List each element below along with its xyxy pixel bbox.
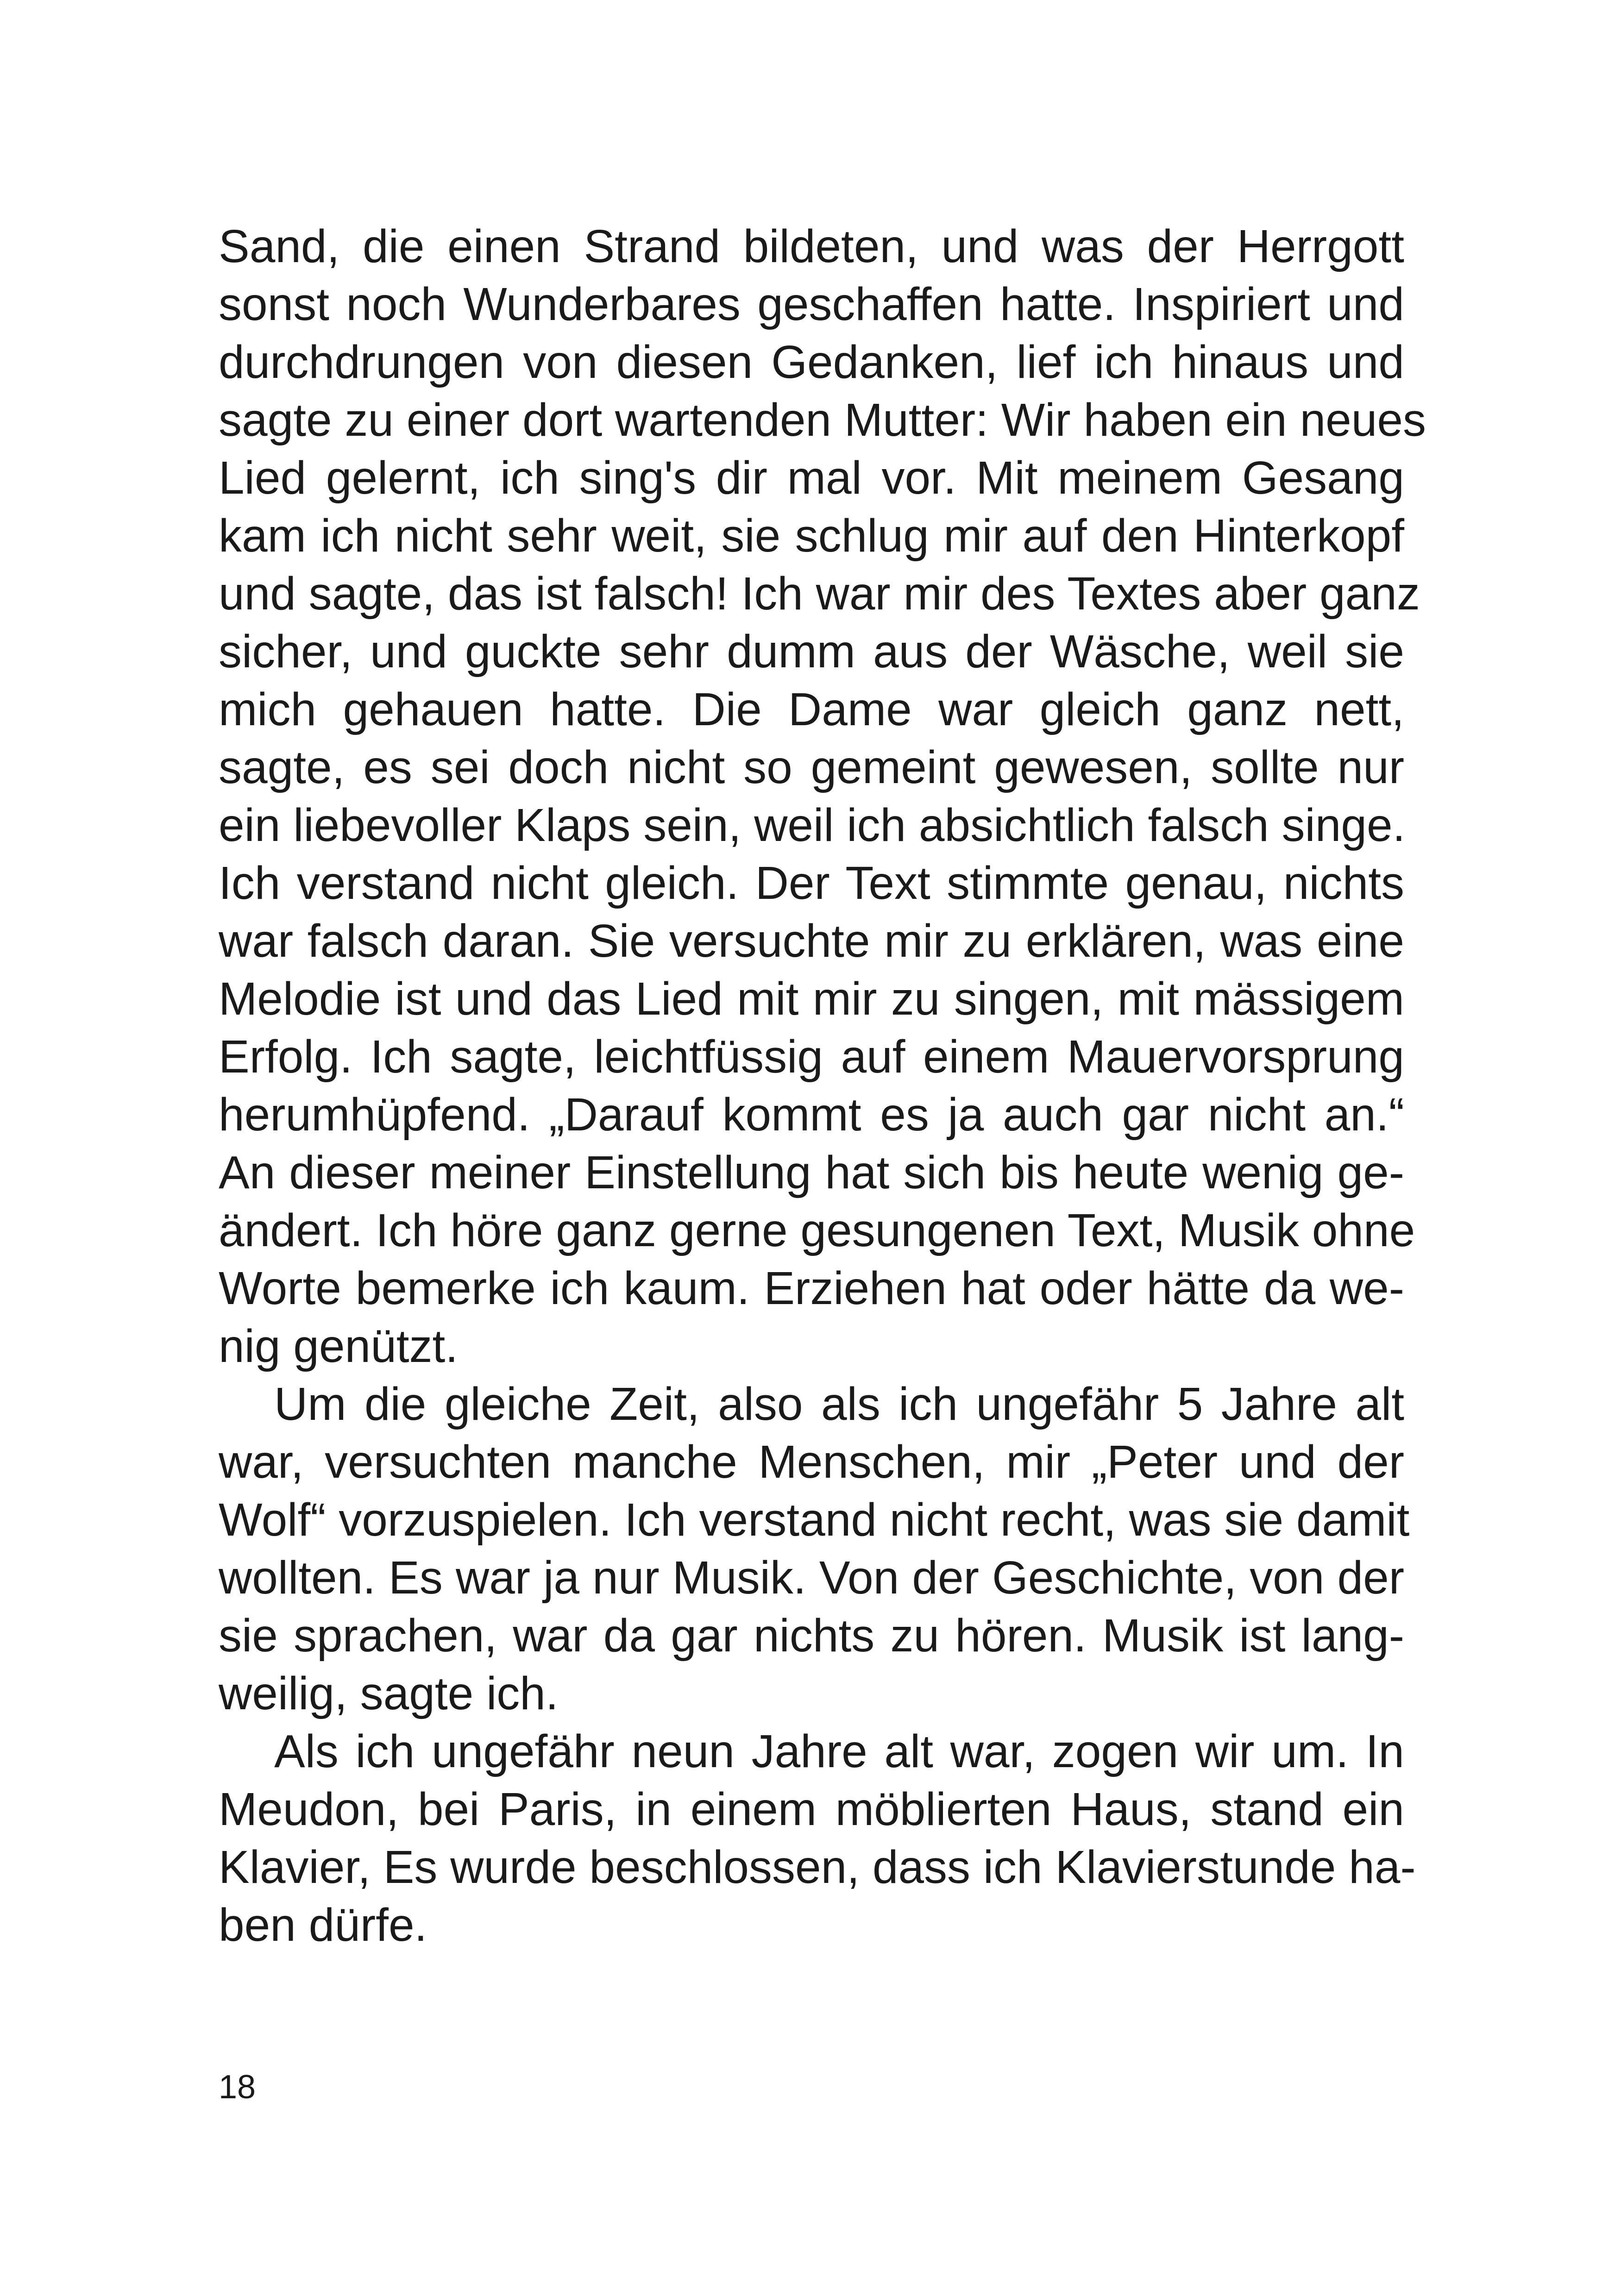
text-line: Sand, die einen Strand bildeten, und was der Herrgott (219, 220, 1404, 272)
text-line: Melodie ist und das Lied mit mir zu singen, mit mässigem (219, 973, 1404, 1025)
text-line: durchdrungen von diesen Gedanken, lief ich hinaus und (219, 336, 1404, 388)
text-line: Klavier, Es wurde beschlossen, dass ich Klavierstunde ha- (219, 1841, 1416, 1893)
text-line: Erfolg. Ich sagte, leichtfüssig auf einem Mauervorsprung (219, 1031, 1404, 1083)
text-line: sicher, und guckte sehr dumm aus der Wäsche, weil sie (219, 626, 1404, 678)
text-line: Meudon, bei Paris, in einem möblierten Haus, stand ein (219, 1783, 1404, 1835)
text-line: Ich verstand nicht gleich. Der Text stimmte genau, nichts (219, 857, 1404, 909)
text-line: ändert. Ich höre ganz gerne gesungenen Text, Musik ohne (219, 1204, 1415, 1256)
text-line: An dieser meiner Einstellung hat sich bis heute wenig ge- (219, 1147, 1404, 1198)
text-line: sagte, es sei doch nicht so gemeint gewesen, sollte nur (219, 741, 1404, 793)
text-line: war falsch daran. Sie versuchte mir zu erklären, was eine (219, 915, 1404, 967)
text-line: Als ich ungefähr neun Jahre alt war, zogen wir um. In (274, 1725, 1404, 1777)
text-line: ein liebevoller Klaps sein, weil ich absichtlich falsch singe. (219, 799, 1406, 851)
text-line: Um die gleiche Zeit, also als ich ungefähr 5 Jahre alt (274, 1378, 1404, 1430)
text-line: Lied gelernt, ich sing's dir mal vor. Mit meinem Gesang (219, 452, 1404, 504)
paragraph (219, 218, 1426, 1375)
paragraph (219, 1723, 1416, 1954)
text-line: sonst noch Wunderbares geschaffen hatte. Inspiriert und (219, 278, 1404, 330)
text-line: herumhüpfend. „Darauf kommt es ja auch gar nicht an.“ (219, 1089, 1404, 1141)
text-line: sagte zu einer dort wartenden Mutter: Wir haben ein neues (219, 394, 1426, 446)
page-number: 18 (219, 2069, 256, 2106)
paragraph (219, 1375, 1410, 1723)
text-line: ben dürfe. (219, 1899, 427, 1951)
text-line: wollten. Es war ja nur Musik. Von der Geschichte, von der (219, 1552, 1404, 1604)
text-line: mich gehauen hatte. Die Dame war gleich ganz nett, (219, 684, 1404, 735)
text-line: und sagte, das ist falsch! Ich war mir des Textes aber ganz (219, 568, 1420, 620)
text-line: kam ich nicht sehr weit, sie schlug mir auf den Hinterkopf (219, 510, 1404, 562)
text-line: Wolf“ vorzuspielen. Ich verstand nicht recht, was sie damit (219, 1494, 1410, 1546)
text-line: sie sprachen, war da gar nichts zu hören. Musik ist lang- (219, 1610, 1404, 1662)
text-line: nig genützt. (219, 1320, 459, 1372)
text-line: war, versuchten manche Menschen, mir „Peter und der (219, 1436, 1404, 1488)
body-text (219, 218, 1426, 1954)
text-line: weilig, sagte ich. (219, 1668, 559, 1719)
text-line: Worte bemerke ich kaum. Erziehen hat oder hätte da we- (219, 1262, 1404, 1314)
